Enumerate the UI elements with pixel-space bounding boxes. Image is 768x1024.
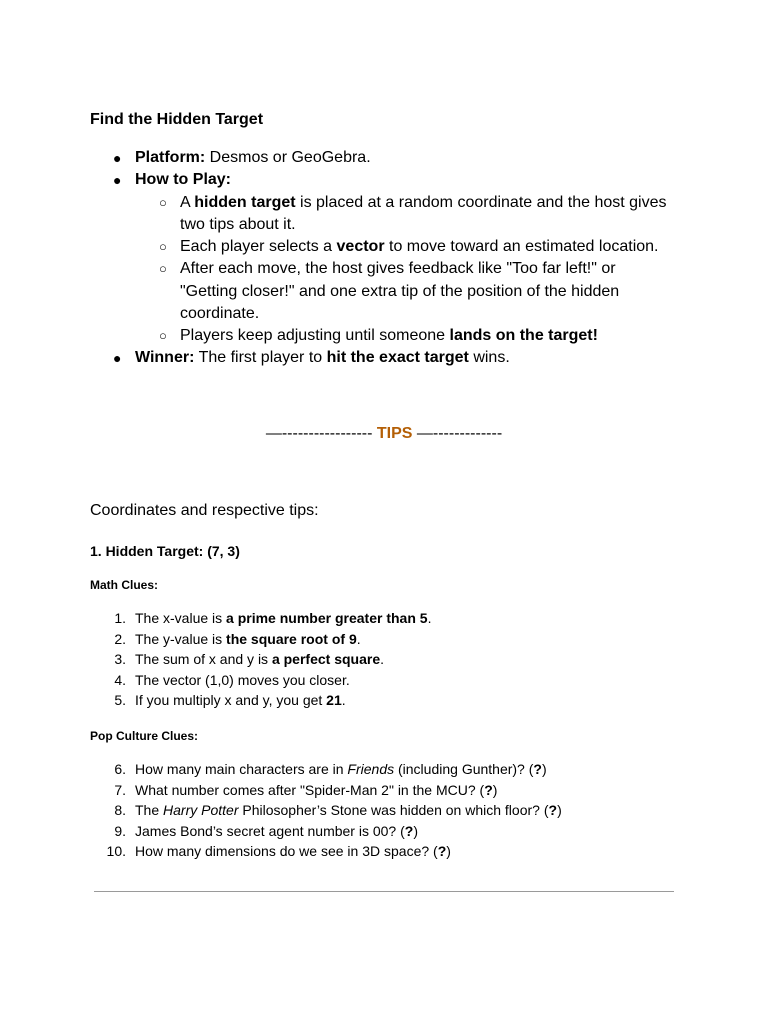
clue-text-end: . [356, 630, 361, 647]
clue-text-end: . [380, 651, 385, 667]
math-clue-item [135, 631, 361, 647]
clue-text-end: ) [446, 843, 451, 859]
clue-text: If you multiply x and y, you get [135, 692, 327, 708]
step-3-line-2: "Getting closer!" and one extra tip of the position of the hidden [180, 283, 620, 300]
tips-divider [0, 425, 768, 443]
clue-text: The [135, 802, 164, 818]
clue-text: James Bond’s secret agent number is 00? ( [135, 822, 405, 839]
clue-text: How many main characters are in [135, 761, 348, 777]
bullet-dot: ● [113, 172, 122, 188]
list-number: 8. [114, 802, 126, 818]
step-1-line-2: two tips about it. [180, 216, 296, 233]
clue-bold: a perfect square [271, 651, 381, 667]
pop-clue-item [135, 823, 418, 839]
list-number: 6. [114, 761, 126, 777]
list-number: 2. [114, 630, 126, 647]
clue-bold: a prime number greater than 5 [226, 610, 428, 626]
winner-bold: hit the exact target [326, 349, 469, 366]
step-2-text-c: to move toward an estimated location. [384, 238, 659, 255]
clue-text: What number comes after "Spider-Man 2" in the MCU? ( [135, 781, 485, 798]
pop-clue-item [135, 761, 547, 777]
bullet-dot: ● [113, 150, 122, 166]
math-clue-item [135, 672, 350, 688]
step-4-bold: lands on the target! [449, 327, 598, 344]
clue-text: The vector (1,0) moves you closer. [135, 671, 350, 688]
winner-item [135, 347, 510, 369]
winner-text-a: The first player to [194, 349, 327, 366]
tips-divider-left: —----------------- [265, 425, 377, 442]
clue-bold: the square root of 9 [226, 630, 357, 647]
step-1-text-a: A [180, 194, 195, 211]
list-number: 3. [114, 651, 126, 667]
sub-bullet-circle: ○ [159, 195, 167, 210]
document-title: Find the Hidden Target [90, 111, 264, 128]
clue-italic: Harry Potter [163, 802, 239, 818]
clue-text: How many dimensions do we see in 3D space? ( [135, 843, 438, 859]
sub-bullet-circle: ○ [159, 328, 167, 343]
math-clue-item [135, 610, 431, 626]
clue-text-end: ) [492, 781, 498, 798]
clue-question-mark: ? [548, 802, 558, 818]
math-clue-item [135, 651, 384, 667]
clue-text-end: . [427, 610, 432, 626]
platform-label: Platform: [135, 149, 206, 166]
step-3-line-1: After each move, the host gives feedback like "Too far left!" or [180, 260, 616, 277]
pop-clues-heading: Pop Culture Clues: [90, 729, 199, 743]
pop-clue-item [135, 843, 451, 859]
step-3-line-3: coordinate. [180, 305, 260, 322]
horizontal-rule [94, 891, 674, 892]
step-1 [180, 192, 666, 214]
clue-question-mark: ? [404, 822, 414, 839]
math-clue-item [135, 692, 346, 708]
target-heading: 1. Hidden Target: (7, 3) [90, 543, 240, 559]
math-clues-heading: Math Clues: [90, 578, 159, 592]
clue-text-end: . [341, 692, 346, 708]
platform-item [135, 147, 371, 169]
platform-text: Desmos or GeoGebra. [205, 149, 371, 166]
step-2-text-a: Each player selects a [180, 238, 337, 255]
pop-clue-item [135, 802, 562, 818]
list-number: 10. [106, 843, 126, 859]
step-1-bold: hidden target [194, 194, 296, 211]
clue-text: The sum of x and y is [135, 651, 272, 667]
list-number: 9. [114, 822, 126, 839]
clue-text: The y-value is [135, 630, 227, 647]
step-4-text-a: Players keep adjusting until someone [180, 327, 450, 344]
list-number: 1. [114, 610, 126, 626]
sub-bullet-circle: ○ [159, 261, 167, 276]
sub-bullet-circle: ○ [159, 239, 167, 254]
clue-text-mid: (including Gunther)? ( [394, 761, 534, 777]
clue-text: The x-value is [135, 610, 227, 626]
clue-question-mark: ? [533, 761, 542, 777]
tips-heading: TIPS [376, 425, 413, 442]
list-number: 5. [114, 692, 126, 708]
bullet-dot: ● [113, 350, 122, 366]
intro-text: Coordinates and respective tips: [90, 502, 319, 519]
winner-text-c: wins. [468, 349, 510, 366]
winner-label: Winner: [135, 349, 195, 366]
clue-text-end: ) [541, 761, 547, 777]
step-4 [180, 325, 598, 347]
clue-text-end: ) [413, 822, 419, 839]
clue-italic: Friends [347, 761, 395, 777]
clue-question-mark: ? [484, 781, 493, 798]
pop-clue-item [135, 782, 497, 798]
step-2-bold: vector [336, 238, 385, 255]
clue-question-mark: ? [437, 843, 447, 859]
list-number: 7. [114, 781, 126, 798]
step-1-text-c: is placed at a random coordinate and the host gives [295, 194, 667, 211]
step-2 [180, 236, 658, 258]
clue-bold: 21 [326, 692, 342, 708]
clue-text-end: ) [557, 802, 562, 818]
how-to-play-label: How to Play: [135, 171, 232, 188]
tips-divider-right: —------------- [412, 425, 503, 442]
clue-text-mid: Philosopher’s Stone was hidden on which floor? ( [238, 802, 549, 818]
list-number: 4. [114, 671, 126, 688]
